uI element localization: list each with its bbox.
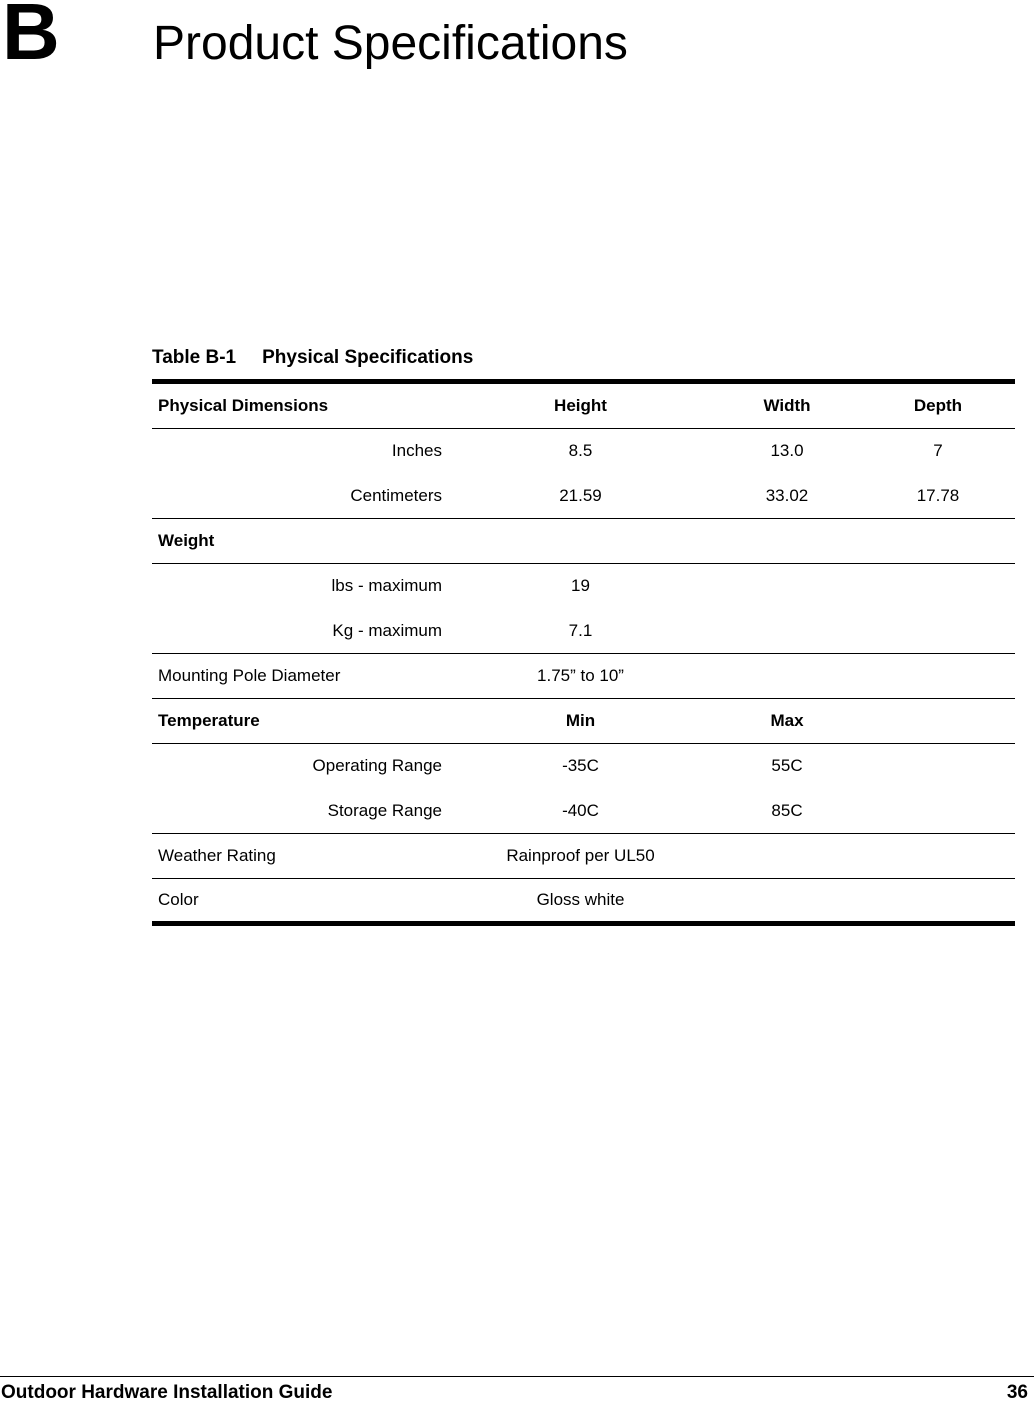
table-row-weather bbox=[152, 834, 1015, 879]
row-label: Weather Rating bbox=[152, 834, 448, 879]
temperature-max-label: Max bbox=[713, 699, 861, 744]
centimeters-height: 21.59 bbox=[448, 474, 713, 519]
table-row-centimeters bbox=[152, 474, 1015, 519]
header-depth: Depth bbox=[861, 382, 1015, 429]
row-label: Kg - maximum bbox=[152, 609, 448, 654]
header-height: Height bbox=[448, 382, 713, 429]
inches-height: 8.5 bbox=[568, 441, 593, 461]
table-row-inches bbox=[152, 429, 1015, 474]
table-row-lbs bbox=[152, 564, 1015, 609]
row-label: Operating Range bbox=[312, 756, 442, 776]
chapter-title: Product Specifications bbox=[153, 17, 628, 70]
row-label: Mounting Pole Diameter bbox=[152, 654, 448, 699]
lbs-value: 19 bbox=[571, 576, 590, 596]
table-row-color bbox=[152, 879, 1015, 924]
chapter-letter: B bbox=[2, 0, 60, 76]
table-row-mounting bbox=[152, 654, 1015, 699]
inches-width: 13.0 bbox=[770, 441, 804, 461]
row-label: Storage Range bbox=[152, 789, 448, 834]
temperature-min-label: Min bbox=[448, 699, 713, 744]
physical-specifications-table bbox=[152, 379, 1015, 926]
storage-max: 85C bbox=[713, 789, 861, 834]
mounting-value: 1.75” to 10” bbox=[448, 654, 713, 699]
header-physical-dimensions: Physical Dimensions bbox=[152, 382, 448, 429]
row-label: lbs - maximum bbox=[331, 576, 442, 596]
table-row-kg bbox=[152, 609, 1015, 654]
table-header-row bbox=[152, 382, 1015, 429]
weather-value: Rainproof per UL50 bbox=[448, 834, 713, 879]
table-row-weight-heading bbox=[152, 519, 1015, 564]
header-width: Width bbox=[713, 382, 861, 429]
table-caption-label: Table B-1 bbox=[152, 347, 237, 368]
table-row-temperature-heading bbox=[152, 699, 1015, 744]
row-label: Color bbox=[158, 890, 199, 909]
temperature-heading: Temperature bbox=[152, 699, 448, 744]
table-row-storage bbox=[152, 789, 1015, 834]
table-caption-title: Physical Specifications bbox=[262, 347, 474, 368]
weight-heading: Weight bbox=[152, 519, 448, 564]
centimeters-depth: 17.78 bbox=[861, 474, 1015, 519]
operating-max: 55C bbox=[771, 756, 803, 776]
kg-value: 7.1 bbox=[448, 609, 713, 654]
page-number: 36 bbox=[1006, 1382, 1028, 1403]
operating-min: -35C bbox=[562, 756, 599, 776]
row-label: Centimeters bbox=[152, 474, 448, 519]
footer-divider bbox=[0, 1376, 1034, 1377]
row-label: Inches bbox=[391, 441, 442, 461]
storage-min: -40C bbox=[448, 789, 713, 834]
table-caption bbox=[152, 348, 473, 367]
footer-title: Outdoor Hardware Installation Guide bbox=[1, 1382, 333, 1403]
color-value: Gloss white bbox=[536, 890, 625, 909]
inches-depth: 7 bbox=[933, 441, 943, 461]
centimeters-width: 33.02 bbox=[713, 474, 861, 519]
table-row-operating bbox=[152, 744, 1015, 789]
